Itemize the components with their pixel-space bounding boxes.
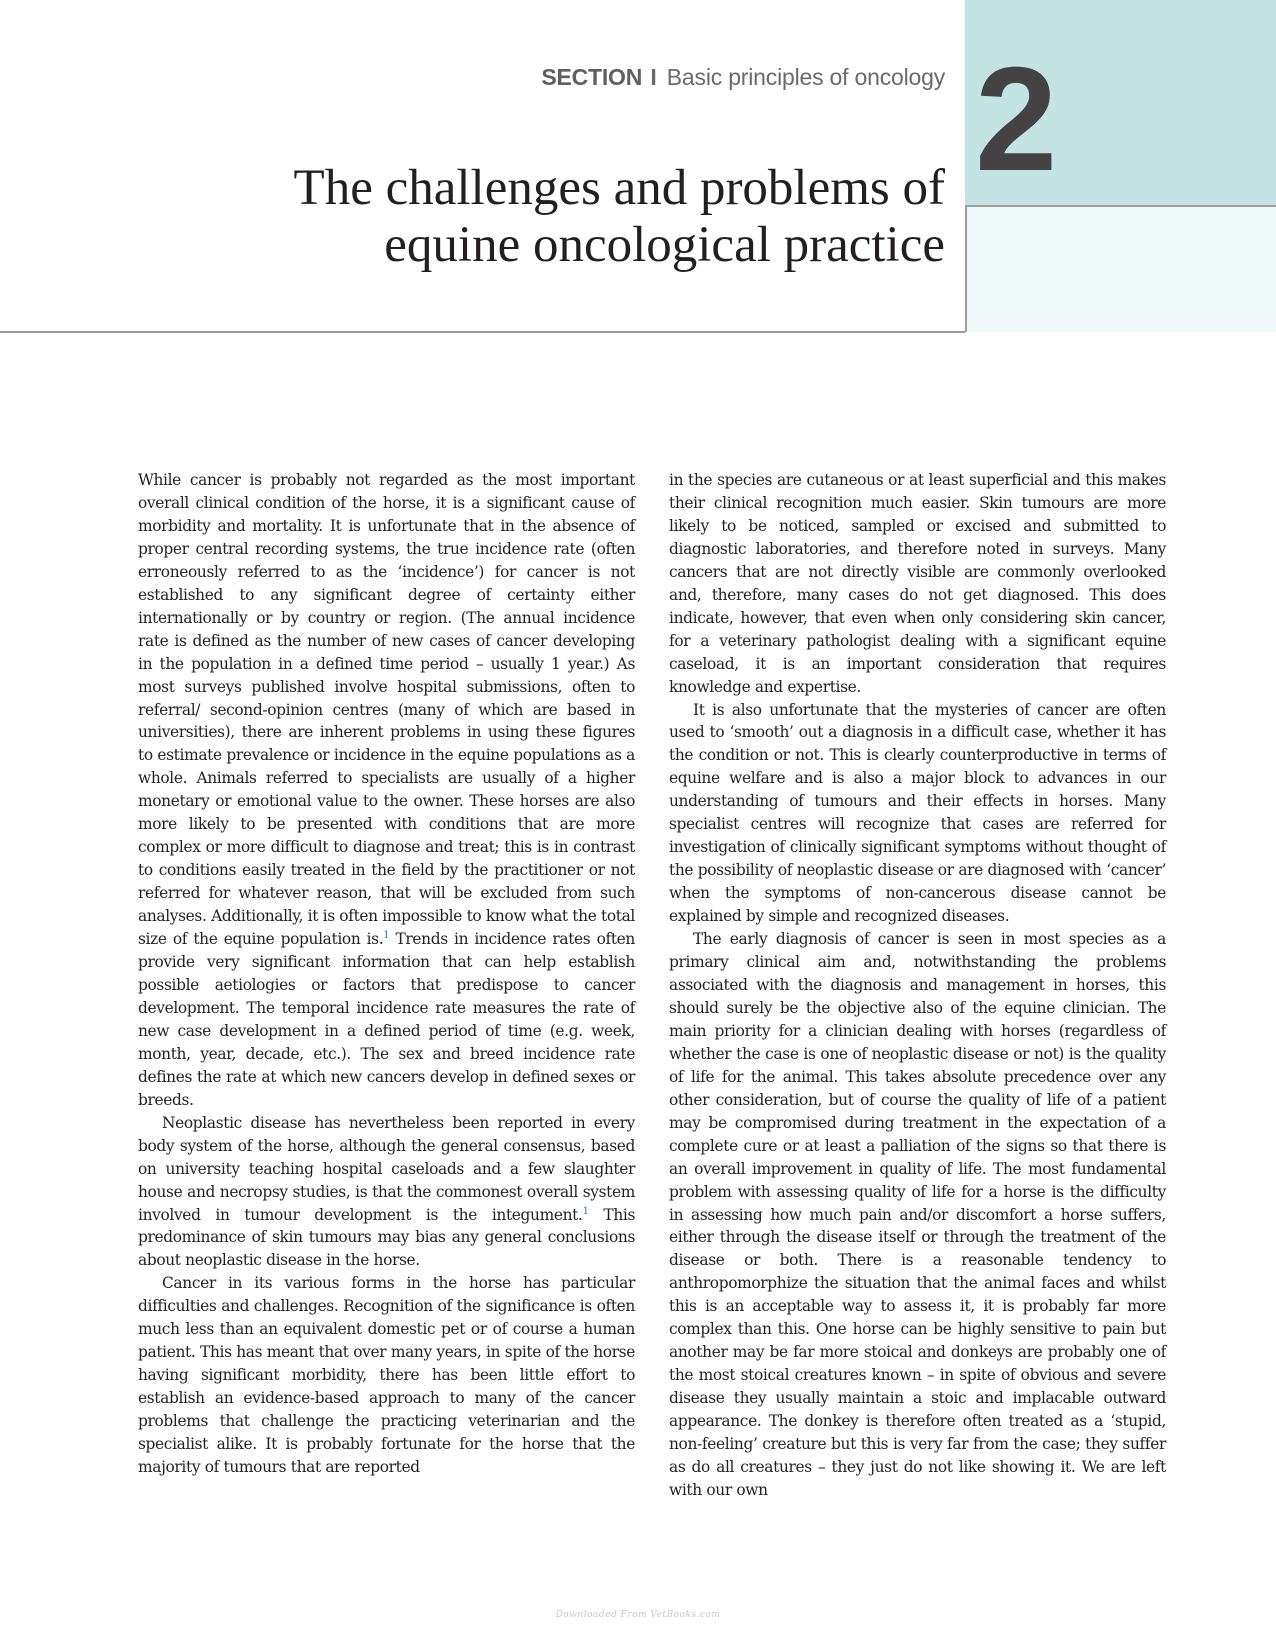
chapter-title-line-1: The challenges and problems of [293,160,945,216]
body-column-right [669,469,1166,1502]
paragraph: The early diagnosis of cancer is seen in most species as a primary clinical aim and, notwithstanding the problems associated with the diagnosis and management in horses, this should surely be the objective also of the equine clinician. The main priority for a clinician dealing with horses (regardless of whether the case is one of neoplastic disease or not) is the quality of life for the animal. This takes absolute precedence over any other consideration, but of course the quality of life of a patient may be compromised during treatment in the expectation of a complete cure or at least a palliation of the signs so that there is an overall improvement in quality of life. The most fundamental problem with assessing quality of life for a horse is the difficulty in assessing how much pain and/or discomfort a horse suffers, either through the disease itself or through the treatment of the disease or both. There is a reasonable tendency to anthropomorphize the situation that the animal faces and whilst this is an acceptable way to assess it, it is probably far more complex than this. One horse can be highly sensitive to pain but another may be far more stoical and donkeys are probably one of the most stoical creatures known – in spite of obvious and severe disease they usually maintain a stoic and implacable outward appearance. The donkey is therefore often treated as a ‘stupid, non-feeling’ creature but this is very far from the case; they suffer as do all creatures – they just do not like showing it. We are left with our own [669,930,1166,1499]
paragraph-text: Neoplastic disease has nevertheless been reported in every body system of the horse, although the general consensus, based on university teaching hospital caseloads and a few slaughter house and necropsy studies, is that the commonest overall system involved in tumour development is the integument. [138,1113,635,1224]
footer-watermark: Downloaded From VetBooks.com [555,1610,721,1620]
paragraph: It is also unfortunate that the mysteries of cancer are often used to ‘smooth’ out a diagnosis in a difficult case, whether it has the condition or not. This is clearly counterproductive in terms of equine welfare and is also a major block to advances in our understanding of tumours and their effects in horses. Many specialist centres will recognize that cases are referred for investigation of clinically significant symptoms without thought of the possibility of neoplastic disease or are diagnosed with ‘cancer’ when the symptoms of non-cancerous disease cannot be explained by simple and recognized diseases. [669,700,1166,926]
section-number: I [650,64,657,90]
chapter-number: 2 [975,37,1058,202]
paragraph-text: This predominance of skin tumours may bias any general conclusions about neoplastic disease in the horse. [138,1205,636,1270]
section-heading [541,64,945,91]
paragraph-text: Trends in incidence rates often provide very significant information that can help establish possible aetiologies or factors that predispose to cancer development. The temporal incidence rate measures the rate of new case development in a defined period of time (e.g. week, month, year, decade, etc.). The sex and breed incidence rate defines the rate at which new cancers develop in defined sexes or breeds. [138,930,635,1109]
paragraph [138,469,635,1112]
header-rule [0,331,965,333]
paragraph [138,1112,635,1273]
chapter-box-lower-panel [965,207,1276,332]
paragraph: Cancer in its various forms in the horse has particular difficulties and challenges. Recognition of the significance is often much less than an equivalent domestic pet or of course a human patient. This has meant that over many years, in spite of the horse having significant morbidity, there has been little effort to establish an evidence-based approach to many of the cancer problems that challenge the practicing veterinarian and the specialist alike. It is probably fortunate for the horse that the majority of tumours that are reported [138,1274,635,1476]
chapter-title [145,160,945,274]
body-column-left [138,469,635,1479]
reference-link[interactable]: 1 [383,929,390,941]
section-title: Basic principles of oncology [666,64,945,90]
section-label: SECTION [541,64,643,90]
paragraph-text: While cancer is probably not regarded as the most important overall clinical condition of the horse, it is a significant cause of morbidity and mortality. It is unfortunate that in the absence of proper central recording systems, the true incidence rate (often erroneously referred to as the ‘incidence’) for cancer is not established to any significant degree of certainty either internationally or by country or region. (The annual incidence rate is defined as the number of new cases of cancer developing in the population in a defined time period – usually 1 year.) As most surveys published involve hospital submissions, often to referral/ second-opinion centres (many of which are based in universities), there are inherent problems in using these figures to estimate prevalence or incidence in the equine populations as a whole. Animals referred to specialists are usually of a higher monetary or emotional value to the owner. These horses are also more likely to be presented with conditions that are more complex or more difficult to diagnose and treat; this is in contrast to conditions easily treated in the field by the practitioner or not referred for whatever reason, that will be excluded from such analyses. Additionally, it is often impossible to know what the total size of the equine population is. [138,471,635,949]
paragraph: in the species are cutaneous or at least superficial and this makes their clinical recognition much easier. Skin tumours are more likely to be noticed, sampled or excised and submitted to diagnostic laboratories, and therefore noted in surveys. Many cancers that are not directly visible are commonly overlooked and, therefore, many cases do not get diagnosed. This does indicate, however, that even when only considering skin cancer, for a veterinary pathologist dealing with a significant equine caseload, it is an important consideration that requires knowledge and expertise. [669,471,1166,696]
chapter-title-line-2: equine oncological practice [384,217,945,273]
reference-link[interactable]: 1 [582,1205,589,1217]
